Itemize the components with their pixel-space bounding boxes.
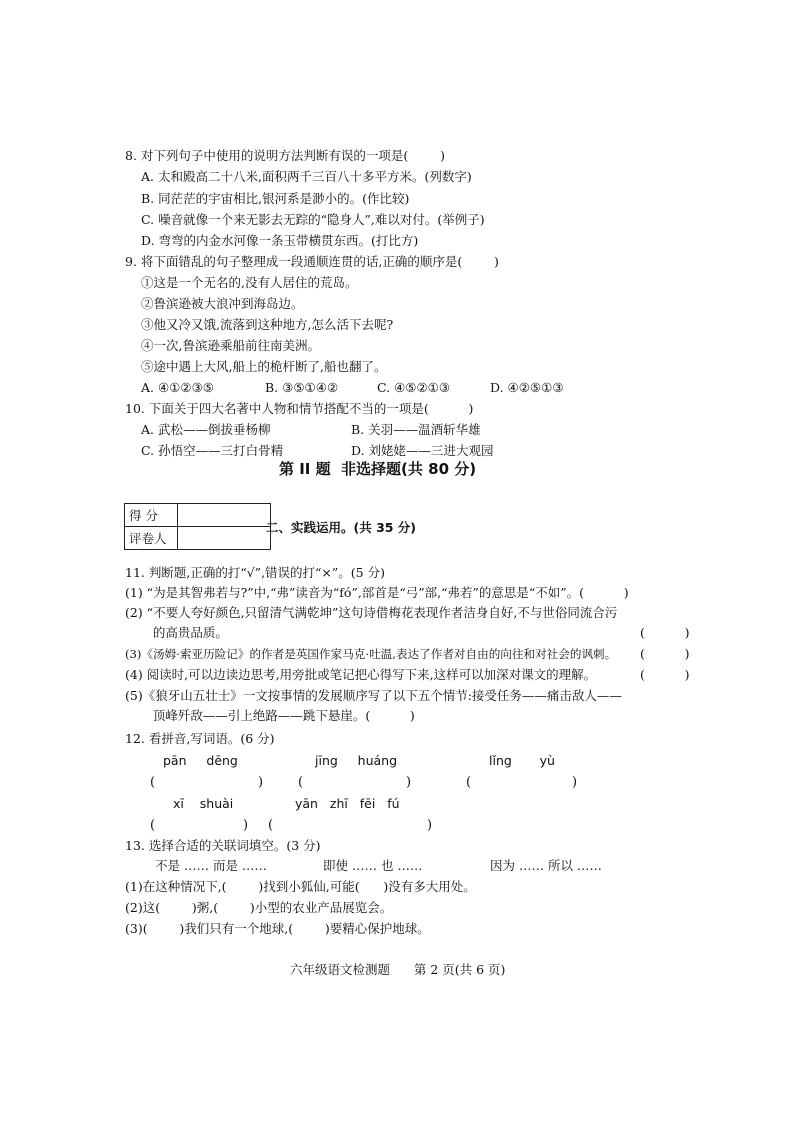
q8-option-a: A. 太和殿高二十八米,面积两千三百八十多平方米。(列数字) [141,169,472,184]
q9-choice-a: A. ④①②③⑤ [141,380,215,395]
pinyin-5: yān zhī fēi fú [295,796,400,811]
q10-option-c: C. 孙悟空——三打白骨精 [141,443,284,458]
answer-paren-1-open: ( [150,775,156,790]
score-box [124,503,271,550]
page-footer: 六年级语文检测题 第 2 页(共 6 页) [290,962,506,977]
q11-item-4: (4) 阅读时,可以边读边思考,用旁批或笔记把心得写下来,这样可以加深对课文的理解。 [125,667,597,682]
part2-title: 第 II 题 非选择题(共 80 分) [279,460,477,478]
q11-item-2: (2) “不要人夸好颜色,只留清气满乾坤”这句诗借梅花表现作者洁身自好,不与世俗同流合污 [125,605,618,620]
score-label: 得 分 [125,504,178,527]
grader-label: 评卷人 [125,527,178,550]
answer-paren-4-close: ) [243,818,249,833]
q13-item-3: (3)( )我们只有一个地球,( )要精心保护地球。 [125,921,430,936]
q11-item-3: (3)《汤姆·索亚历险记》的作者是英国作家马克·吐温,表达了作者对自由的向往和对社会的讽刺。 [125,647,617,661]
answer-paren-3-open: ( [466,775,472,790]
q9-choice-d: D. ④②⑤①③ [490,380,564,395]
q10-stem: 10. 下面关于四大名著中人物和情节搭配不当的一项是( ) [125,401,474,416]
q8-option-c: C. 噪音就像一个来无影去无踪的“隐身人”,难以对付。(举例子) [141,212,485,227]
conjunction-1: 不是 …… 而是 …… [155,858,267,873]
grader-blank [178,527,271,550]
answer-paren-5-close: ) [427,818,433,833]
q11-stem: 11. 判断题,正确的打“√”,错误的打“×”。(5 分) [125,565,385,580]
q8-stem: 8. 对下列句子中使用的说明方法判断有误的一项是( ) [125,148,445,163]
q12-stem: 12. 看拼音,写词语。(6 分) [125,731,275,746]
pinyin-3: lǐng yù [489,753,555,768]
answer-paren-2-close: ) [406,775,412,790]
q9-sentence-5: ⑤途中遇上大风,船上的桅杆断了,船也翻了。 [141,359,387,374]
pinyin-4: xī shuài [173,796,234,811]
q13-item-2: (2)这( )粥,( )小型的农业产品展览会。 [125,900,393,915]
q10-option-b: B. 关羽——温酒斩华雄 [351,422,481,437]
q9-sentence-4: ④一次,鲁滨逊乘船前往南美洲。 [141,338,320,353]
pinyin-2: jīng huáng [315,753,398,768]
conjunction-3: 因为 …… 所以 …… [490,858,602,873]
q11-item-4-paren: ( ) [640,667,690,682]
conjunction-2: 即使 …… 也 …… [323,858,423,873]
q13-stem: 13. 选择合适的关联词填空。(3 分) [125,838,321,853]
q11-item-2-paren: ( ) [640,625,690,640]
q8-option-b: B. 同茫茫的宇宙相比,银河系是渺小的。(作比较) [141,191,410,206]
q9-sentence-3: ③他又冷又饿,流落到这种地方,怎么活下去呢? [141,317,394,332]
q11-item-1: (1) “为是其智弗若与?”中,“弗”读音为“fó”,部首是“弓”部,“弗若”的意思是“不如”。( ) [125,585,629,600]
answer-paren-3-close: ) [572,775,578,790]
q10-option-d: D. 刘姥姥——三进大观园 [351,443,494,458]
q9-choice-c: C. ④⑤②①③ [377,380,451,395]
pinyin-1: pān dēng [163,753,238,768]
answer-paren-2-open: ( [298,775,304,790]
section2-title: 二、实践运用。(共 35 分) [266,520,417,535]
q13-item-1: (1)在这种情况下,( )找到小狐仙,可能( )没有多大用处。 [125,879,476,894]
q11-item-5: (5)《狼牙山五壮士》一文按事情的发展顺序写了以下五个情节:接受任务——痛击敌人—— [125,688,622,703]
q10-option-a: A. 武松——倒拔垂杨柳 [141,422,271,437]
q11-item-5-cont: 顶峰歼敌——引上绝路——跳下悬崖。( ) [125,708,415,723]
q11-item-2-cont: 的高贵品质。 [125,625,228,640]
q9-choice-b: B. ③⑤①④② [265,380,339,395]
answer-paren-4-open: ( [150,818,156,833]
q8-option-d: D. 弯弯的内金水河像一条玉带横贯东西。(打比方) [141,233,419,248]
answer-paren-1-close: ) [258,775,264,790]
q9-stem: 9. 将下面错乱的句子整理成一段通顺连贯的话,正确的顺序是( ) [125,254,499,269]
answer-paren-5-open: ( [268,818,274,833]
q11-item-3-paren: ( ) [640,646,690,661]
q9-sentence-2: ②鲁滨逊被大浪冲到海岛边。 [141,296,304,311]
score-blank [178,504,271,527]
q9-sentence-1: ①这是一个无名的,没有人居住的荒岛。 [141,275,358,290]
